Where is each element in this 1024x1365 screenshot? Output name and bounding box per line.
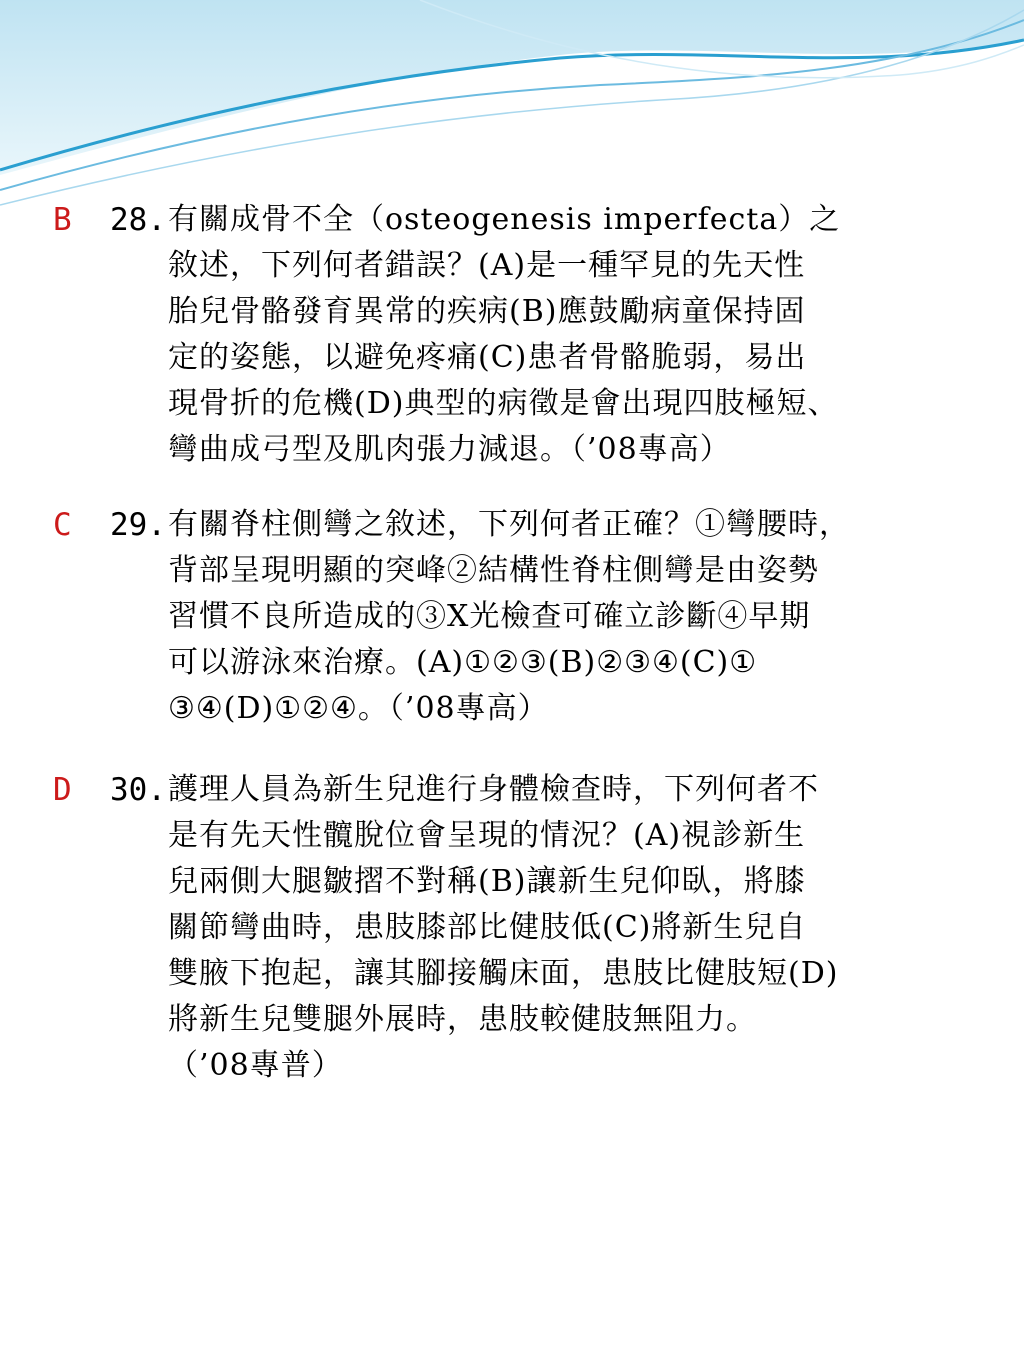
answer-key: C: [53, 507, 72, 543]
question-text-line: 是有先天性髖脫位會呈現的情況？(A)視診新生: [168, 818, 806, 853]
question-text-line: 可以游泳來治療。(A)①②③(B)②③④(C)①: [168, 645, 758, 680]
question-text-line: 胎兒骨骼發育異常的疾病(B)應鼓勵病童保持固: [168, 294, 806, 329]
question-text-line: 定的姿態，以避免疼痛(C)患者骨骼脆弱，易出: [168, 340, 807, 375]
question-text-line: ③④(D)①②④。（’08專高）: [168, 691, 549, 726]
question-text-line: 將新生兒雙腿外展時，患肢較健肢無阻力。: [168, 1002, 757, 1037]
answer-key: B: [53, 202, 72, 238]
question-number: 30.: [110, 772, 166, 808]
answer-key: D: [53, 772, 72, 808]
question-text-line: 雙腋下抱起，讓其腳接觸床面，患肢比健肢短(D): [168, 956, 839, 991]
question-text-line: 兒兩側大腿皺摺不對稱(B)讓新生兒仰臥，將膝: [168, 864, 806, 899]
question-number: 28.: [110, 202, 166, 238]
question-text-line: 背部呈現明顯的突峰②結構性脊柱側彎是由姿勢: [168, 553, 819, 588]
question-text-line: （’08專普）: [168, 1048, 343, 1083]
question-text-line: 敘述，下列何者錯誤？(A)是一種罕見的先天性: [168, 248, 806, 283]
question-text-line: 關節彎曲時，患肢膝部比健肢低(C)將新生兒自: [168, 910, 807, 945]
question-text-line: 彎曲成弓型及肌肉張力減退。（’08專高）: [168, 432, 731, 467]
question-text-line: 習慣不良所造成的③X光檢查可確立診斷④早期: [168, 599, 811, 634]
question-text-line: 現骨折的危機(D)典型的病徵是會出現四肢極短、: [168, 386, 839, 421]
question-text-line: 有關成骨不全（osteogenesis imperfecta）之: [168, 202, 841, 237]
question-text-line: 護理人員為新生兒進行身體檢查時，下列何者不: [168, 772, 819, 807]
question-number: 29.: [110, 507, 166, 543]
question-text-line: 有關脊柱側彎之敘述，下列何者正確？①彎腰時，: [168, 507, 850, 542]
